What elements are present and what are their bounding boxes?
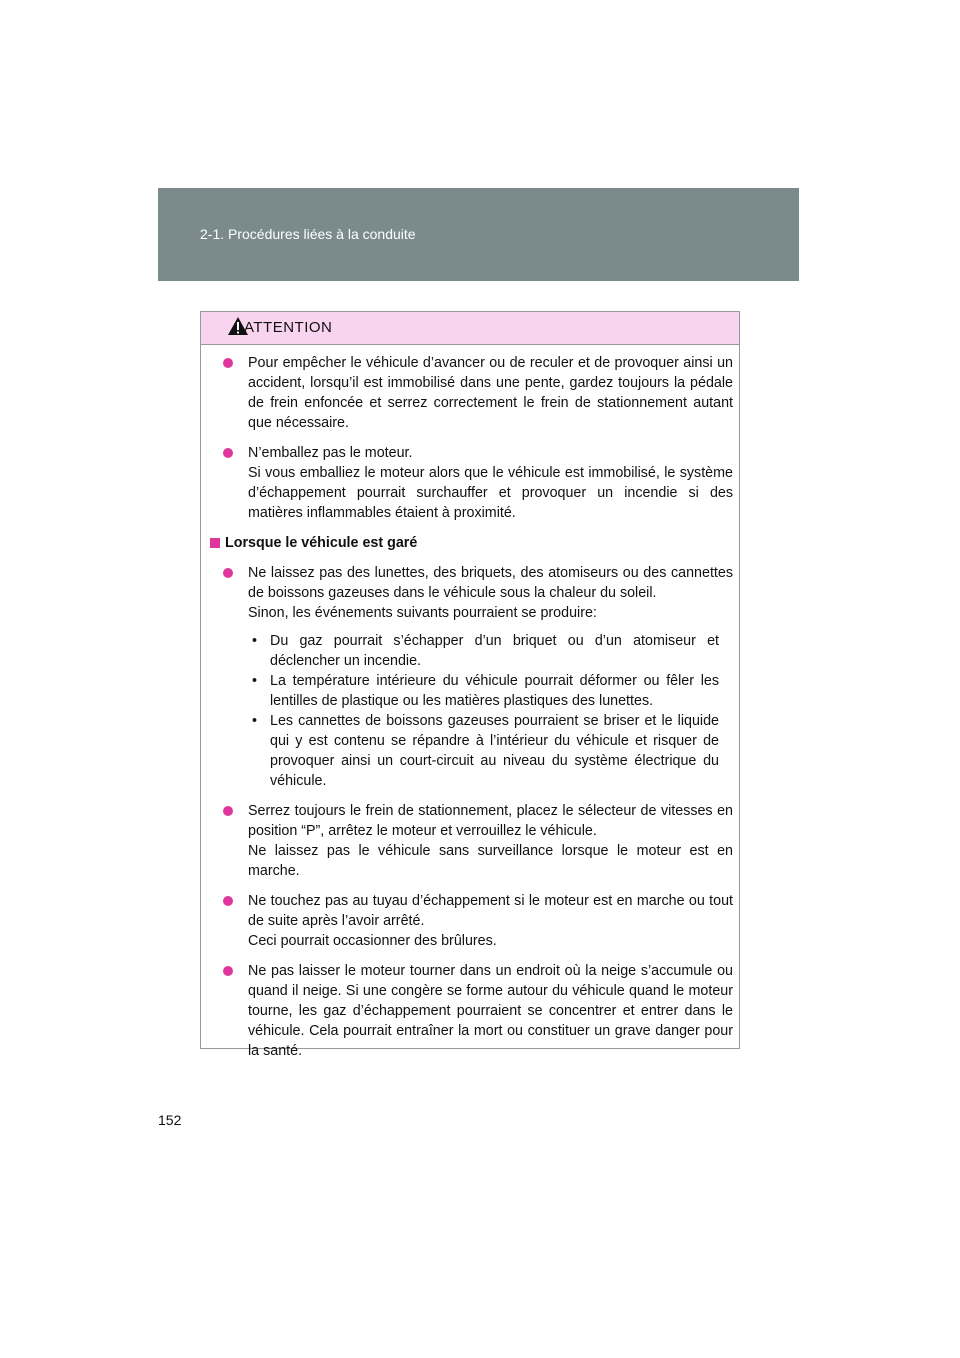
bullet-icon — [223, 448, 233, 458]
sub-item-text: Les cannettes de boissons gazeuses pourraient se briser et le liquide qui y est contenu se répandre à l’intérieur du véhicule et risquer de provoquer ainsi un court-circuit au niveau du système électrique du véhicule. — [270, 713, 719, 789]
item-text: Si vous emballiez le moteur alors que le véhicule est immobilisé, le système d’échappement pourrait surchauffer et provoquer un incendie si des matières inflammables étaient à proximité. — [248, 465, 733, 521]
warning-item — [209, 353, 733, 433]
page-number: 152 — [158, 1112, 182, 1128]
sub-list-item — [248, 671, 719, 711]
item-text: Pour empêcher le véhicule d’avancer ou de reculer et de provoquer ainsi un accident, lorsqu’il est immobilisé dans une pente, gardez toujours la pédale de frein enfoncée et serrez correctement le frein de stationnement autant que nécessaire. — [248, 355, 733, 431]
section-title: 2-1. Procédures liées à la conduite — [200, 226, 416, 242]
dot-icon: • — [252, 713, 258, 729]
sub-list — [248, 631, 733, 791]
section-heading — [209, 533, 733, 553]
warning-item — [209, 443, 733, 523]
item-text: Ceci pourrait occasionner des brûlures. — [248, 933, 497, 949]
warning-item — [209, 891, 733, 951]
dot-icon: • — [252, 673, 258, 689]
sub-item-text: Du gaz pourrait s’échapper d’un briquet ou d’un atomiseur et déclencher un incendie. — [270, 633, 719, 669]
item-text: Sinon, les événements suivants pourraient se produire: — [248, 605, 597, 621]
warning-item — [209, 961, 733, 1061]
item-text: N’emballez pas le moteur. — [248, 445, 413, 461]
item-text: Serrez toujours le frein de stationnement, placez le sélecteur de vitesses en position “P”, arrêtez le moteur et verrouillez le véhicule. — [248, 803, 733, 839]
bullet-icon — [223, 966, 233, 976]
warning-content — [201, 345, 739, 1061]
item-text: Ne laissez pas le véhicule sans surveillance lorsque le moteur est en marche. — [248, 843, 733, 879]
bullet-icon — [223, 896, 233, 906]
warning-title: ATTENTION — [244, 319, 333, 336]
item-text: Ne laissez pas des lunettes, des briquets, des atomiseurs ou des cannettes de boissons gazeuses dans le véhicule sous la chaleur du soleil. — [248, 565, 733, 601]
bullet-icon — [223, 358, 233, 368]
item-text: Ne touchez pas au tuyau d’échappement si le moteur est en marche ou tout de suite après l’avoir arrêté. — [248, 893, 733, 929]
dot-icon: • — [252, 633, 258, 649]
square-bullet-icon — [210, 538, 220, 548]
section-heading-text: Lorsque le véhicule est garé — [225, 535, 418, 551]
sub-list-item — [248, 631, 719, 671]
chapter-header — [158, 188, 799, 281]
warning-item — [209, 801, 733, 881]
warning-header — [201, 312, 739, 345]
item-text: Ne pas laisser le moteur tourner dans un endroit où la neige s’accumule ou quand il neige. Si une congère se forme autour du véhicule quand le moteur tourne, les gaz d’échappement pourraient se concentrer et entrer dans le véhicule. Cela pourrait entraîner la mort ou constituer un grave danger pour la santé. — [248, 963, 733, 1059]
sub-item-text: La température intérieure du véhicule pourrait déformer ou fêler les lentilles de plastique ou les matières plastiques des lunettes. — [270, 673, 719, 709]
warning-item — [209, 563, 733, 791]
warning-box — [200, 311, 740, 1059]
bullet-icon — [223, 806, 233, 816]
sub-list-item — [248, 711, 719, 791]
bullet-icon — [223, 568, 233, 578]
